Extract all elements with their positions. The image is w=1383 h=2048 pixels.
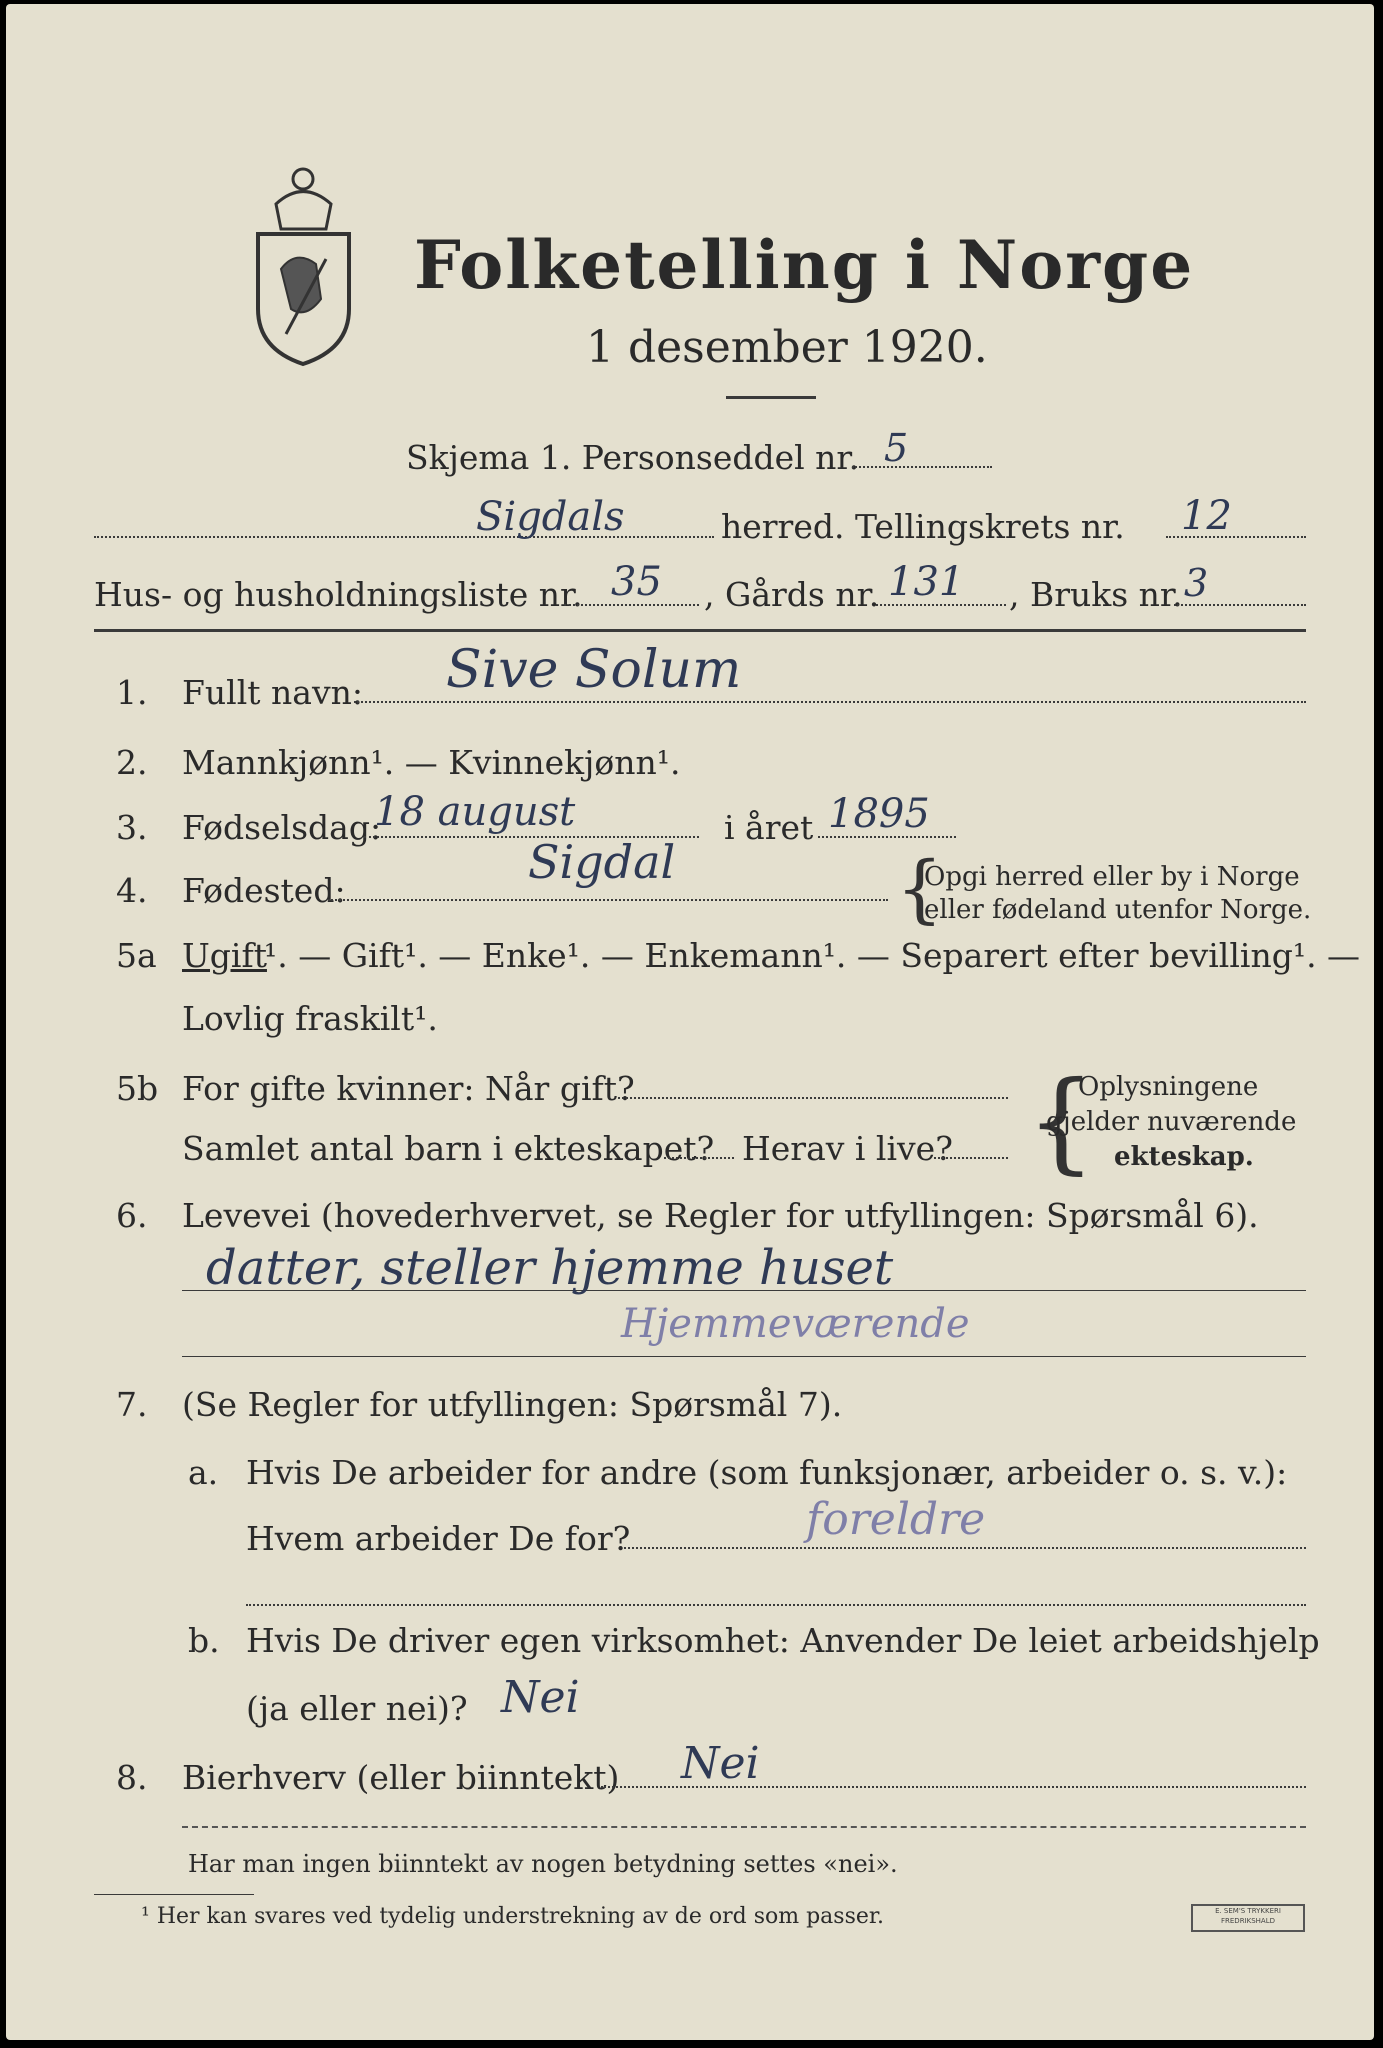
q5b-brace: { — [1026, 1057, 1096, 1185]
q7a-field[interactable] — [624, 1547, 1306, 1549]
q2-label: Mannkjønn¹. — Kvinnekjønn¹. — [182, 743, 681, 782]
q5b-when-field[interactable] — [618, 1097, 1008, 1099]
q6-label: Levevei (hovederhvervet, se Regler for utfyllingen: Spørsmål 6). — [182, 1196, 1259, 1235]
q7-label: (Se Regler for utfyllingen: Spørsmål 7). — [182, 1385, 843, 1424]
q5b-label-3: Herav i live? — [742, 1129, 953, 1168]
q7b-value: Nei — [501, 1672, 580, 1723]
q1-label: Fullt navn: — [182, 673, 363, 712]
herred-label: herred. Tellingskrets nr. — [721, 507, 1125, 546]
footnote-text: ¹ Her kan svares ved tydelig understrekning av de ord som passer. — [141, 1904, 884, 1929]
form-date: 1 desember 1920. — [586, 322, 988, 373]
q7a-value: foreldre — [806, 1494, 986, 1545]
q5b-label-2: Samlet antal barn i ekteskapet? — [182, 1129, 715, 1168]
q7-number: 7. — [116, 1385, 148, 1424]
gards-label: , Gårds nr. — [704, 575, 880, 614]
form-title: Folketelling i Norge — [414, 226, 1195, 304]
coat-of-arms-emblem — [246, 159, 361, 369]
q8-number: 8. — [116, 1758, 148, 1797]
bruks-label: , Bruks nr. — [1009, 575, 1183, 614]
personseddel-field[interactable] — [852, 466, 992, 468]
herred-value: Sigdals — [476, 494, 625, 540]
q3-year-label: i året — [724, 808, 814, 847]
q8-label: Bierhverv (eller biinntekt) — [182, 1758, 620, 1797]
q6-line-2[interactable] — [182, 1356, 1306, 1357]
q4-note-1: Opgi herred eller by i Norge — [924, 862, 1300, 892]
q3-day-value: 18 august — [374, 789, 576, 835]
q1-value: Sive Solum — [446, 640, 742, 700]
title-divider — [726, 396, 816, 399]
q5a-options: ¹. — Gift¹. — Enke¹. — Enkemann¹. — Separert efter bevilling¹. — — [264, 936, 1361, 975]
tellingskrets-value: 12 — [1181, 493, 1232, 539]
q4-number: 4. — [116, 871, 148, 910]
q7a-letter: a. — [188, 1453, 219, 1492]
q7a-label-2: Hvem arbeider De for? — [246, 1519, 631, 1558]
header-divider — [94, 629, 1306, 632]
q5b-alive-field[interactable] — [934, 1157, 1008, 1159]
q7b-label-2: (ja eller nei)? — [246, 1689, 468, 1728]
census-form — [6, 4, 1374, 2040]
q1-field[interactable] — [354, 701, 1306, 703]
q4-label: Fødested: — [182, 871, 346, 910]
q6-number: 6. — [116, 1196, 148, 1235]
q5a-options-line2: Lovlig fraskilt¹. — [182, 999, 438, 1038]
q3-number: 3. — [116, 808, 148, 847]
q7b-letter: b. — [188, 1621, 220, 1660]
q7a-label-1: Hvis De arbeider for andre (som funksjonær, arbeider o. s. v.): — [246, 1453, 1288, 1492]
personseddel-value: 5 — [884, 426, 909, 470]
q6-value: datter, steller hjemme huset — [206, 1240, 894, 1296]
q5b-note-3: ekteskap. — [1114, 1142, 1254, 1172]
hus-value: 35 — [611, 559, 662, 605]
q8-value: Nei — [681, 1738, 760, 1789]
bruks-value: 3 — [1184, 561, 1209, 605]
q7a-field-2[interactable] — [246, 1604, 1306, 1606]
q3-year-value: 1895 — [828, 791, 930, 837]
q5b-note-1: Oplysningene — [1078, 1072, 1259, 1102]
schema-label: Skjema 1. Personseddel nr. — [406, 438, 860, 477]
q5b-note-2: gjelder nuværende — [1046, 1107, 1297, 1137]
q1-number: 1. — [116, 673, 148, 712]
q5a-option-ugift[interactable]: Ugift — [182, 936, 267, 975]
q3-label: Fødselsdag: — [182, 808, 382, 847]
hus-label: Hus- og husholdningsliste nr. — [94, 575, 583, 614]
q5b-number: 5b — [116, 1069, 159, 1108]
footnote-divider — [94, 1894, 254, 1895]
q4-value: Sigdal — [528, 835, 676, 889]
q6-annotation: Hjemmeværende — [621, 1301, 970, 1347]
q7b-label-1: Hvis De driver egen virksomhet: Anvender De leiet arbeidshjelp — [246, 1621, 1320, 1660]
gards-value: 131 — [888, 559, 965, 605]
q8-note: Har man ingen biinntekt av nogen betydning settes «nei». — [188, 1850, 898, 1878]
q8-divider — [182, 1826, 1306, 1828]
q5b-label-1: For gifte kvinner: Når gift? — [182, 1069, 635, 1108]
q4-note-2: eller fødeland utenfor Norge. — [924, 895, 1312, 925]
q2-number: 2. — [116, 743, 148, 782]
q4-brace: { — [896, 846, 944, 932]
q5a-number: 5a — [116, 936, 157, 975]
q5b-children-field[interactable] — [664, 1157, 734, 1159]
printer-stamp: E. SEM'S TRYKKERI FREDRIKSHALD — [1191, 1904, 1305, 1932]
q4-field[interactable] — [328, 899, 888, 901]
